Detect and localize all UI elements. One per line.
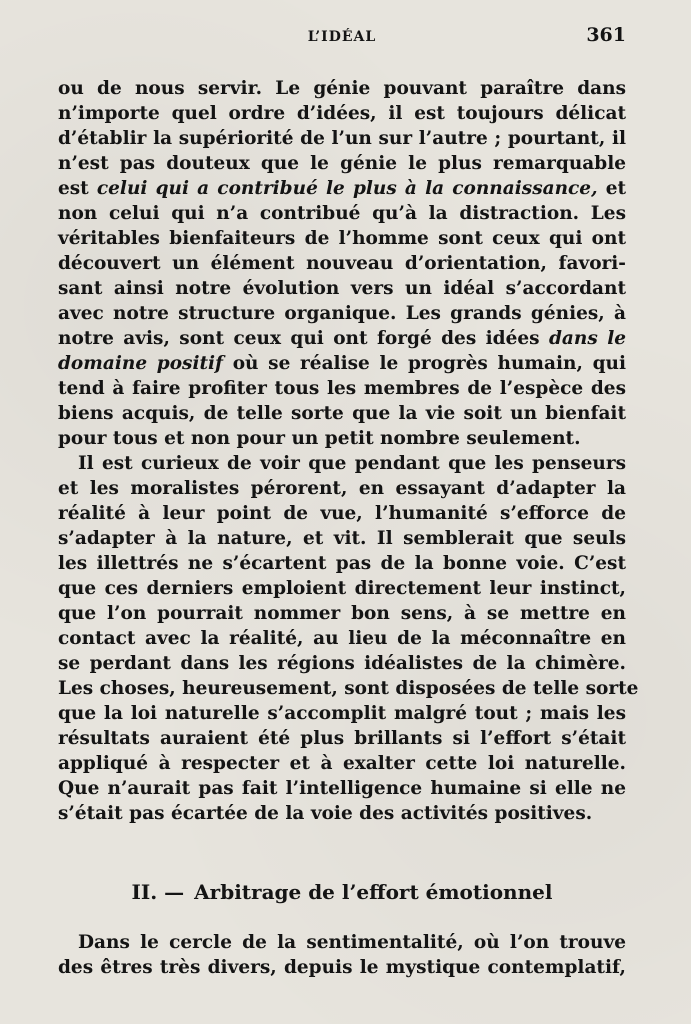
- text-line: Il est curieux de voir que pendant que les penseurs: [78, 453, 626, 474]
- text-line: sant ainsi notre évolution vers un idéal s’accordant: [58, 278, 626, 299]
- text-line: non celui qui n’a contribué qu’à la distraction. Les: [58, 203, 626, 224]
- text-line: s’adapter à la nature, et vit. Il semblerait que seuls: [58, 528, 626, 549]
- text-line: avec notre structure organique. Les grands génies, à: [58, 303, 626, 324]
- text-line: [58, 176, 626, 201]
- text-line: appliqué à respecter et à exalter cette loi naturelle.: [58, 753, 626, 774]
- text-line: se perdant dans les régions idéalistes de la chimère.: [58, 653, 626, 674]
- text-line: que l’on pourrait nommer bon sens, à se mettre en: [58, 603, 626, 624]
- paragraph-2: [58, 451, 639, 826]
- text-line: résultats auraient été plus brillants si l’effort s’était: [58, 728, 626, 749]
- text-run: notre avis, sont ceux qui ont forgé des idées: [58, 328, 549, 349]
- text-line: contact avec la réalité, au lieu de la méconnaître en: [58, 628, 626, 649]
- text-line: n’importe quel ordre d’idées, il est toujours délicat: [58, 103, 626, 124]
- text-line: n’est pas douteux que le génie le plus remarquable: [58, 153, 626, 174]
- text-line: et les moralistes pérorent, en essayant d’adapter la: [58, 478, 626, 499]
- text-line: Dans le cercle de la sentimentalité, où l’on trouve: [78, 932, 626, 953]
- text-run: est: [58, 178, 97, 199]
- text-line: véritables bienfaiteurs de l’homme sont ceux qui ont: [58, 228, 626, 249]
- text-line: tend à faire profiter tous les membres de l’espèce des: [58, 378, 626, 399]
- text-run: et: [597, 178, 627, 199]
- main-text-block: [58, 76, 639, 826]
- text-line: ou de nous servir. Le génie pouvant paraître dans: [58, 78, 626, 99]
- text-line: d’établir la supériorité de l’un sur l’autre ; pourtant, il: [58, 128, 626, 149]
- section-title: Arbitrage de l’effort émotionnel: [194, 880, 553, 904]
- text-line: Que n’aurait pas fait l’intelligence humaine si elle ne: [58, 778, 626, 799]
- text-line: les illettrés ne s’écartent pas de la bonne voie. C’est: [58, 553, 626, 574]
- section-number: II. —: [131, 880, 185, 904]
- text-line: [58, 351, 626, 376]
- text-line: découvert un élément nouveau d’orientation, favori-: [58, 253, 626, 274]
- paragraph-1: [58, 76, 626, 451]
- paragraph-3: [58, 930, 626, 980]
- page-number: 361: [586, 24, 626, 46]
- running-title: L’IDÉAL: [307, 29, 377, 45]
- text-line: [58, 326, 626, 351]
- italic-run: domaine positif: [58, 353, 224, 374]
- text-line: Les choses, heureusement, sont disposées de telle sorte: [58, 678, 639, 699]
- page-header: [58, 24, 626, 50]
- text-line: que ces derniers emploient directement leur instinct,: [58, 578, 626, 599]
- italic-run: dans le: [549, 328, 626, 349]
- section-heading: [58, 878, 626, 906]
- text-run: où se réalise le progrès humain, qui: [223, 353, 627, 374]
- italic-run: celui qui a contribué le plus à la connaissance,: [96, 178, 598, 199]
- text-line: s’était pas écartée de la voie des activités positives.: [58, 803, 593, 824]
- text-line: que la loi naturelle s’accomplit malgré tout ; mais les: [58, 703, 626, 724]
- text-line: réalité à leur point de vue, l’humanité s’efforce de: [58, 503, 626, 524]
- text-line: des êtres très divers, depuis le mystique contemplatif,: [58, 957, 626, 978]
- text-line: biens acquis, de telle sorte que la vie soit un bienfait: [58, 403, 626, 424]
- text-line: pour tous et non pour un petit nombre seulement.: [58, 428, 581, 449]
